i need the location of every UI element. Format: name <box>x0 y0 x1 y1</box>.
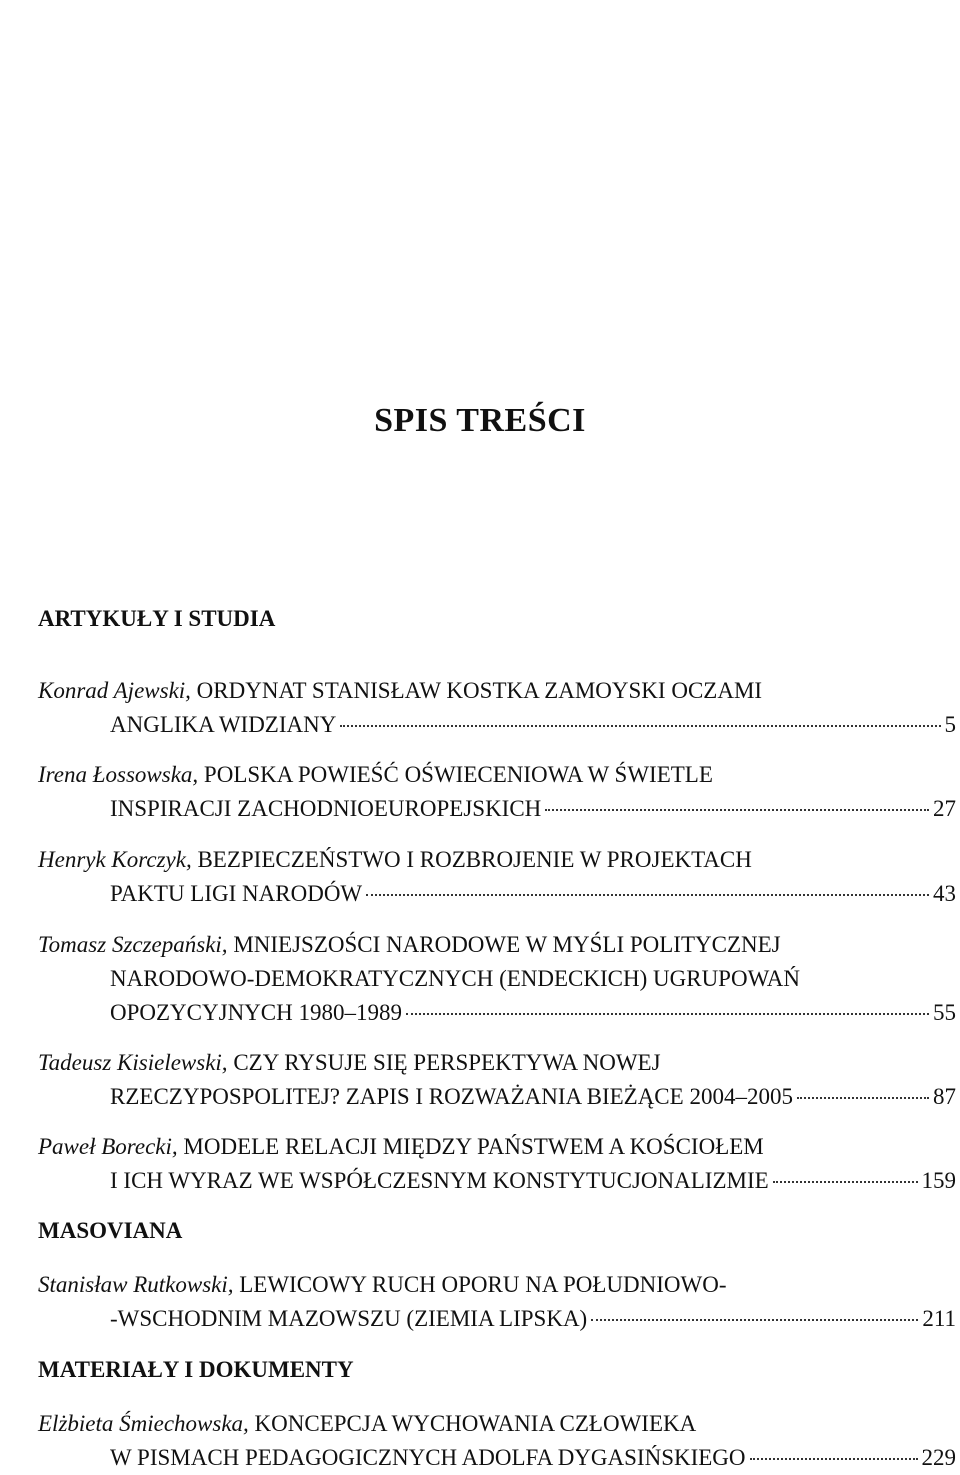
entry-page-number: 27 <box>933 796 956 821</box>
entry-first-line <box>38 1130 956 1164</box>
entry-first-line <box>38 843 956 877</box>
entry-page-number: 229 <box>921 1445 956 1470</box>
entry-title-tail: OPOZYCYJNYCH 1980–1989 <box>110 1000 402 1025</box>
section-heading-materialy: MATERIAŁY I DOKUMENTY <box>38 1357 354 1382</box>
entry-author: Paweł Borecki, <box>38 1134 178 1159</box>
toc-entry[interactable] <box>38 674 956 742</box>
entry-title-tail: -WSCHODNIM MAZOWSZU (ZIEMIA LIPSKA) <box>110 1306 588 1331</box>
entry-last-line <box>38 792 956 826</box>
entry-last-line <box>38 1302 956 1336</box>
entry-last-line <box>38 1164 956 1198</box>
entry-title: BEZPIECZEŃSTWO I ROZBROJENIE W PROJEKTACH <box>197 847 752 872</box>
entry-first-line <box>38 1268 956 1302</box>
entry-title-tail: PAKTU LIGI NARODÓW <box>110 881 363 906</box>
entry-last-line <box>38 708 956 742</box>
entry-last-line <box>38 996 956 1030</box>
entry-title: POLSKA POWIEŚĆ OŚWIECENIOWA W ŚWIETLE <box>203 762 713 787</box>
entry-title: MODELE RELACJI MIĘDZY PAŃSTWEM A KOŚCIOŁEM <box>183 1134 764 1159</box>
dot-leader <box>797 1097 929 1099</box>
entry-page-number: 43 <box>933 881 956 906</box>
entry-first-line <box>38 674 956 708</box>
section-heading-artykuly: ARTYKUŁY I STUDIA <box>38 606 276 631</box>
entry-title-tail: I ICH WYRAZ WE WSPÓŁCZESNYM KONSTYTUCJONALIZMIE <box>110 1168 769 1193</box>
toc-entry[interactable] <box>38 928 956 1030</box>
entry-page-number: 87 <box>933 1084 956 1109</box>
dot-leader <box>591 1319 918 1321</box>
dot-leader <box>773 1181 918 1183</box>
entry-page-number: 55 <box>933 1000 956 1025</box>
entry-author: Henryk Korczyk, <box>38 847 192 872</box>
dot-leader <box>340 725 940 727</box>
dot-leader <box>750 1458 918 1460</box>
toc-entry[interactable] <box>38 1130 956 1198</box>
toc-entry[interactable] <box>38 843 956 911</box>
entry-title: LEWICOWY RUCH OPORU NA POŁUDNIOWO- <box>239 1272 727 1297</box>
toc-entry[interactable] <box>38 1407 956 1475</box>
entry-title-tail: W PISMACH PEDAGOGICZNYCH ADOLFA DYGASIŃSKIEGO <box>110 1445 746 1470</box>
entry-title-tail: ANGLIKA WIDZIANY <box>110 712 337 737</box>
entry-title: ORDYNAT STANISŁAW KOSTKA ZAMOYSKI OCZAMI <box>196 678 763 703</box>
entry-first-line <box>38 928 956 962</box>
entry-first-line <box>38 1046 956 1080</box>
dot-leader <box>545 809 929 811</box>
toc-entry[interactable] <box>38 1046 956 1114</box>
dot-leader <box>406 1013 929 1015</box>
dot-leader <box>366 894 929 896</box>
entry-title-tail: RZECZYPOSPOLITEJ? ZAPIS I ROZWAŻANIA BIEŻĄCE 2004–2005 <box>110 1084 793 1109</box>
entry-title: CZY RYSUJE SIĘ PERSPEKTYWA NOWEJ <box>233 1050 661 1075</box>
section-heading-masoviana: MASOVIANA <box>38 1218 183 1243</box>
entry-first-line <box>38 1407 956 1441</box>
toc-entry[interactable] <box>38 758 956 826</box>
entry-author: Tadeusz Kisielewski, <box>38 1050 228 1075</box>
entry-title: MNIEJSZOŚCI NARODOWE W MYŚLI POLITYCZNEJ <box>233 932 781 957</box>
toc-entry[interactable] <box>38 1268 956 1336</box>
entry-author: Tomasz Szczepański, <box>38 932 228 957</box>
entry-page-number: 211 <box>922 1306 956 1331</box>
entry-page-number: 5 <box>944 712 956 737</box>
entry-author: Stanisław Rutkowski, <box>38 1272 234 1297</box>
entry-last-line <box>38 877 956 911</box>
entry-middle-line: NARODOWO-DEMOKRATYCZNYCH (ENDECKICH) UGRUPOWAŃ <box>110 966 800 991</box>
entry-author: Konrad Ajewski, <box>38 678 191 703</box>
entry-title-tail: INSPIRACJI ZACHODNIOEUROPEJSKICH <box>110 796 542 821</box>
entry-last-line <box>38 1080 956 1114</box>
page-title: SPIS TREŚCI <box>374 402 586 439</box>
entry-author: Elżbieta Śmiechowska, <box>38 1411 249 1436</box>
entry-first-line <box>38 758 956 792</box>
entry-page-number: 159 <box>921 1168 956 1193</box>
entry-title: KONCEPCJA WYCHOWANIA CZŁOWIEKA <box>254 1411 697 1436</box>
entry-author: Irena Łossowska, <box>38 762 199 787</box>
